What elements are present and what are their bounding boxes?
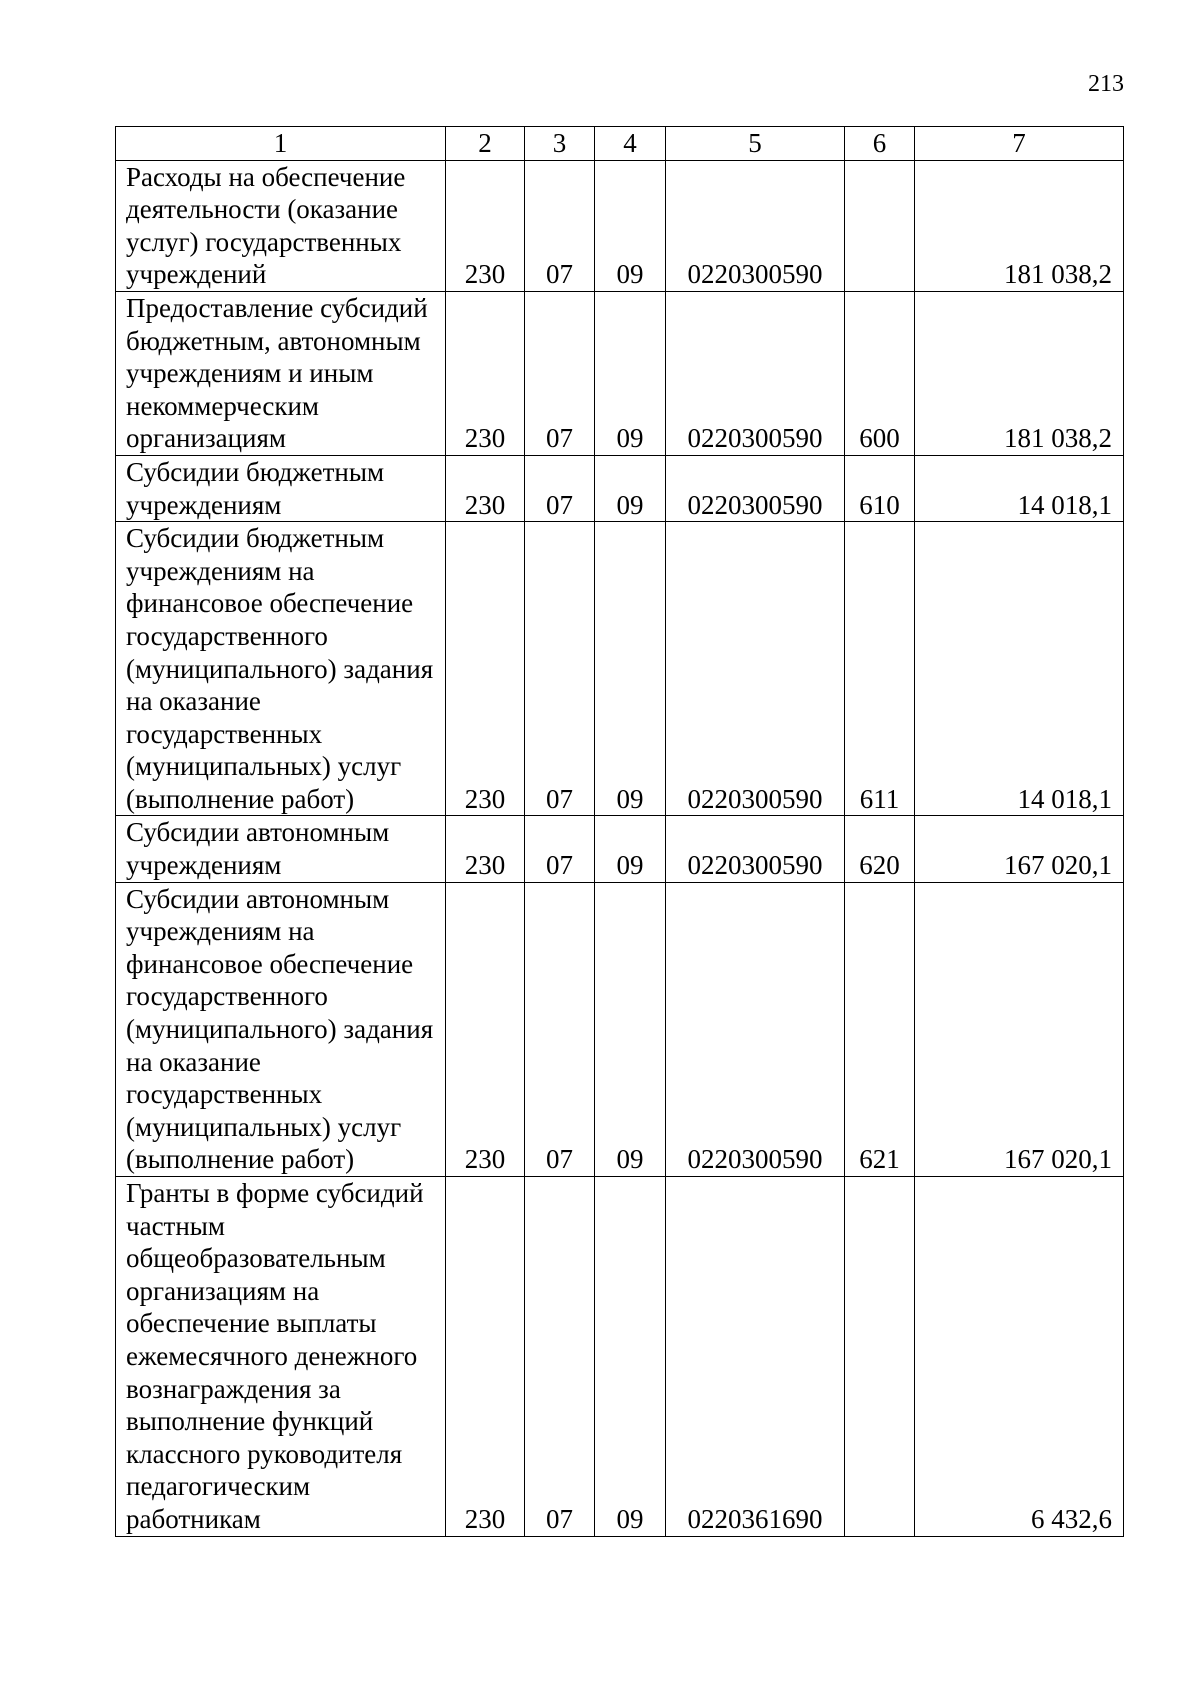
- row-name: Субсидии бюджетным учреждениям: [116, 455, 446, 521]
- row-name: Гранты в форме субсидий частным общеобразовательным организациям на обеспечение выплаты ежемесячного денежного вознаграждения за выполнение функций классного руководителя педагогическим работникам: [116, 1177, 446, 1537]
- row-section-code: 07: [525, 882, 595, 1176]
- row-subsection-code: 09: [595, 160, 666, 291]
- row-expense-type: [845, 1177, 915, 1537]
- row-section-code: 07: [525, 291, 595, 455]
- table-row: [116, 160, 1124, 291]
- column-header-4: 4: [595, 127, 666, 161]
- row-expense-type: [845, 160, 915, 291]
- row-name: Субсидии автономным учреждениям: [116, 816, 446, 882]
- row-amount: 6 432,6: [915, 1177, 1124, 1537]
- column-header-3: 3: [525, 127, 595, 161]
- row-target-article: 0220300590: [666, 160, 845, 291]
- row-target-article: 0220300590: [666, 455, 845, 521]
- column-header-2: 2: [446, 127, 525, 161]
- row-section-code: 07: [525, 522, 595, 816]
- row-expense-type: 610: [845, 455, 915, 521]
- row-ministry-code: 230: [446, 882, 525, 1176]
- row-target-article: 0220300590: [666, 522, 845, 816]
- row-ministry-code: 230: [446, 291, 525, 455]
- table-row: [116, 816, 1124, 882]
- row-target-article: 0220300590: [666, 816, 845, 882]
- row-name: Расходы на обеспечение деятельности (оказание услуг) государственных учреждений: [116, 160, 446, 291]
- row-expense-type: 611: [845, 522, 915, 816]
- row-amount: 181 038,2: [915, 291, 1124, 455]
- table-row: [116, 882, 1124, 1176]
- row-subsection-code: 09: [595, 882, 666, 1176]
- row-section-code: 07: [525, 160, 595, 291]
- column-header-5: 5: [666, 127, 845, 161]
- table-row: [116, 522, 1124, 816]
- column-header-6: 6: [845, 127, 915, 161]
- column-header-1: 1: [116, 127, 446, 161]
- row-subsection-code: 09: [595, 455, 666, 521]
- row-subsection-code: 09: [595, 522, 666, 816]
- row-amount: 14 018,1: [915, 522, 1124, 816]
- row-ministry-code: 230: [446, 1177, 525, 1537]
- row-target-article: 0220300590: [666, 882, 845, 1176]
- row-ministry-code: 230: [446, 522, 525, 816]
- row-target-article: 0220300590: [666, 291, 845, 455]
- table-row: [116, 455, 1124, 521]
- row-name: Субсидии автономным учреждениям на финансовое обеспечение государственного (муниципального) задания на оказание государственных (муниципальных) услуг (выполнение работ): [116, 882, 446, 1176]
- row-expense-type: 621: [845, 882, 915, 1176]
- row-amount: 181 038,2: [915, 160, 1124, 291]
- row-section-code: 07: [525, 816, 595, 882]
- page-number: 213: [1088, 71, 1124, 97]
- row-ministry-code: 230: [446, 160, 525, 291]
- row-expense-type: 620: [845, 816, 915, 882]
- header-row: [116, 127, 1124, 161]
- row-section-code: 07: [525, 1177, 595, 1537]
- row-name: Предоставление субсидий бюджетным, автономным учреждениям и иным некоммерческим организациям: [116, 291, 446, 455]
- table-row: [116, 1177, 1124, 1537]
- row-target-article: 0220361690: [666, 1177, 845, 1537]
- column-header-7: 7: [915, 127, 1124, 161]
- row-amount: 167 020,1: [915, 816, 1124, 882]
- row-ministry-code: 230: [446, 816, 525, 882]
- row-ministry-code: 230: [446, 455, 525, 521]
- budget-table: [115, 126, 1124, 1537]
- row-subsection-code: 09: [595, 816, 666, 882]
- row-amount: 14 018,1: [915, 455, 1124, 521]
- row-section-code: 07: [525, 455, 595, 521]
- row-subsection-code: 09: [595, 1177, 666, 1537]
- row-name: Субсидии бюджетным учреждениям на финансовое обеспечение государственного (муниципального) задания на оказание государственных (муниципальных) услуг (выполнение работ): [116, 522, 446, 816]
- row-amount: 167 020,1: [915, 882, 1124, 1176]
- row-subsection-code: 09: [595, 291, 666, 455]
- table-row: [116, 291, 1124, 455]
- row-expense-type: 600: [845, 291, 915, 455]
